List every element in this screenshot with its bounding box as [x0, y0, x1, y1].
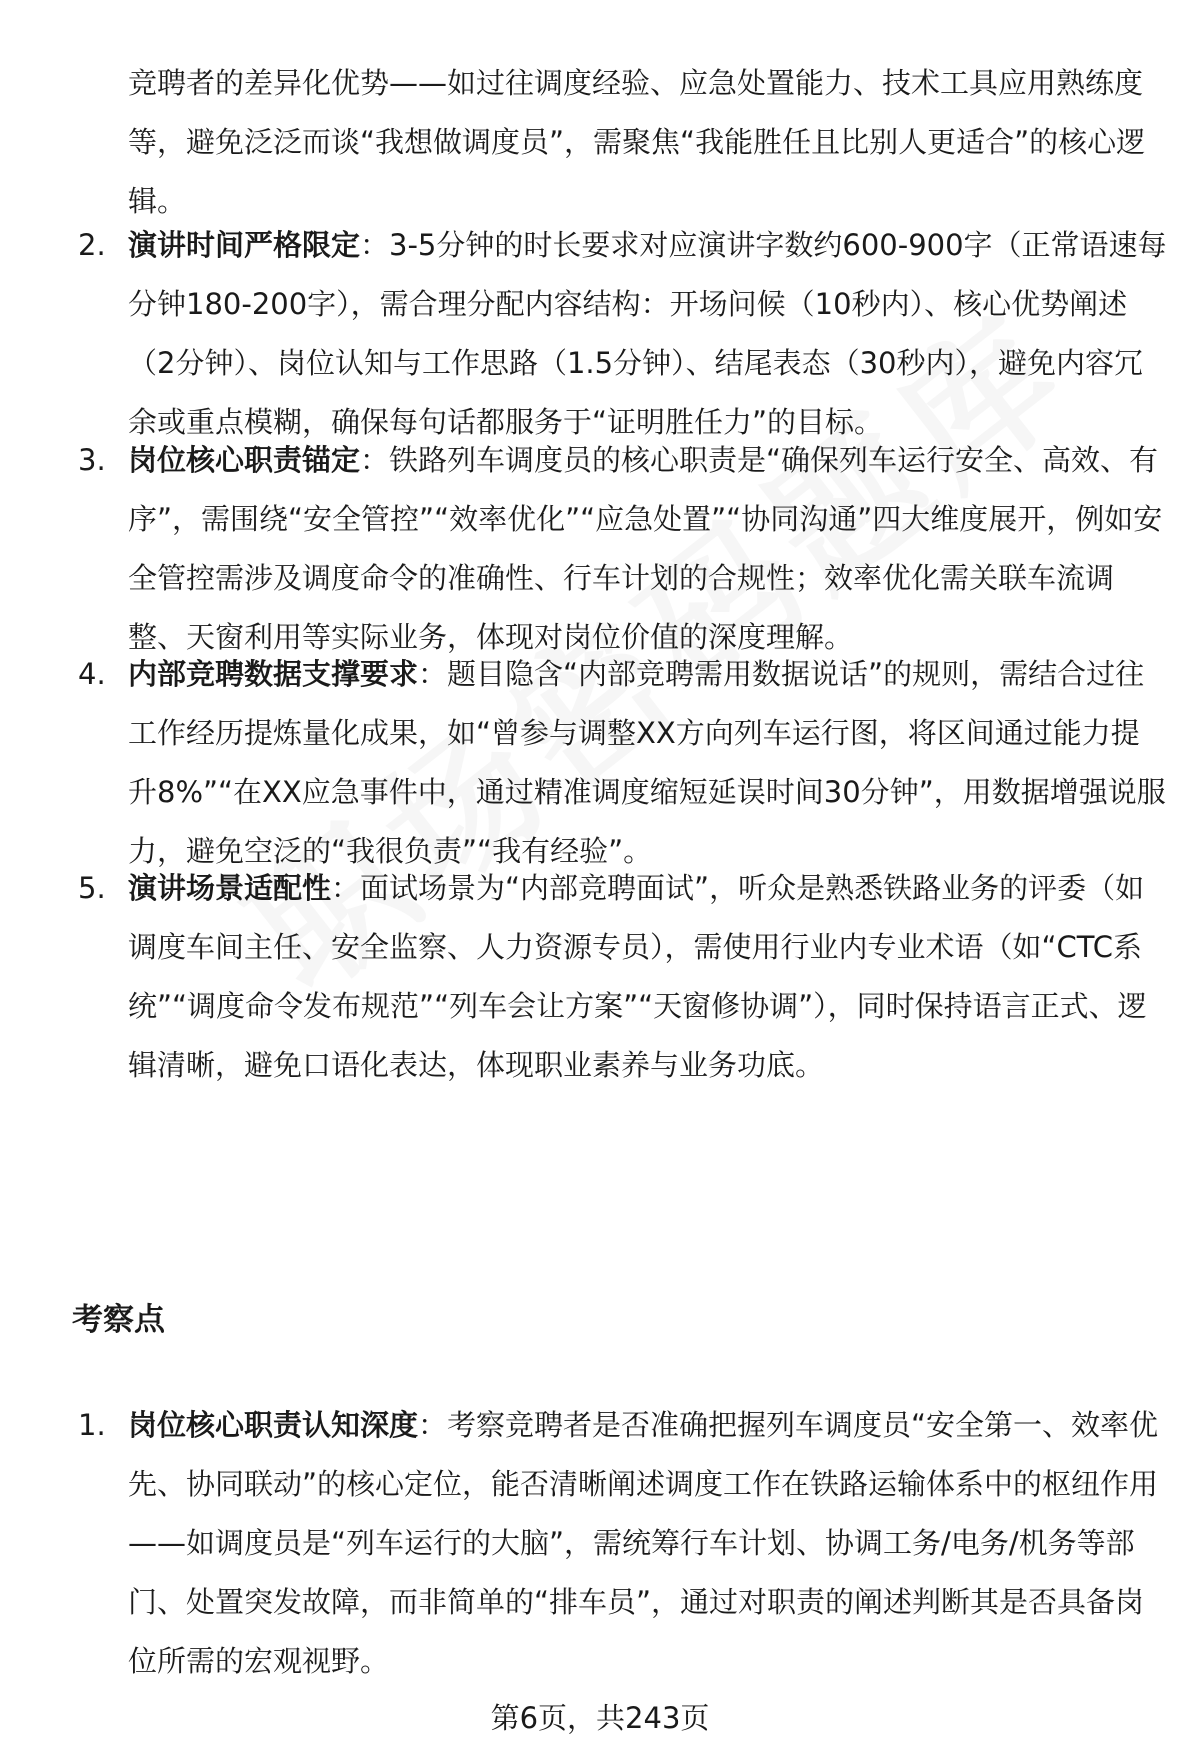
requirement-number: 4.	[78, 657, 106, 691]
requirement-title: 岗位核心职责锚定	[128, 443, 361, 477]
intro-continuation: 竞聘者的差异化优势——如过往调度经验、应急处置能力、技术工具应用熟练度等，避免泛泛而谈“我想做调度员”，需聚焦“我能胜任且比别人更适合”的核心逻辑。	[128, 66, 1146, 218]
assessment-number: 1.	[78, 1408, 106, 1442]
requirement-body: ：3-5分钟的时长要求对应演讲字数约600-900字（正常语速每分钟180-200字），需合理分配内容结构：开场问候（10秒内）、核心优势阐述（2分钟）、岗位认知与工作思路（1.5分钟）、结尾表态（30秒内），避免内容冗余或重点模糊，确保每句话都服务于“证明胜任力”的目标。	[128, 228, 1167, 439]
requirement-text	[128, 216, 1168, 452]
assessment-text	[128, 1396, 1168, 1691]
page-footer: 第6页，共243页	[490, 1701, 710, 1735]
requirement-title: 演讲时间严格限定	[128, 228, 361, 262]
requirement-text	[128, 859, 1168, 1095]
requirement-body: ：面试场景为“内部竞聘面试”，听众是熟悉铁路业务的评委（如调度车间主任、安全监察、人力资源专员），需使用行业内专业术语（如“CTC系统”“调度命令发布规范”“列车会让方案”“天窗修协调”），同时保持语言正式、逻辑清晰，避免口语化表达，体现职业素养与业务功底。	[128, 871, 1147, 1082]
assessment-body: ：考察竞聘者是否准确把握列车调度员“安全第一、效率优先、协同联动”的核心定位，能否清晰阐述调度工作在铁路运输体系中的枢纽作用——如调度员是“列车运行的大脑”，需统筹行车计划、协调工务/电务/机务等部门、处置突发故障，而非简单的“排车员”，通过对职责的阐述判断其是否具备岗位所需的宏观视野。	[128, 1408, 1159, 1678]
requirement-number: 2.	[78, 228, 106, 262]
requirement-number: 5.	[78, 871, 106, 905]
requirement-title: 内部竞聘数据支撑要求	[128, 657, 419, 691]
requirement-body: ：铁路列车调度员的核心职责是“确保列车运行安全、高效、有序”，需围绕“安全管控”“效率优化”“应急处置”“协同沟通”四大维度展开，例如安全管控需涉及调度命令的准确性、行车计划的合规性；效率优化需关联车流调整、天窗利用等实际业务，体现对岗位价值的深度理解。	[128, 443, 1163, 654]
requirement-text	[128, 431, 1168, 667]
section-title: 考察点	[72, 1302, 165, 1338]
requirement-text	[128, 645, 1168, 881]
requirement-title: 演讲场景适配性	[128, 871, 332, 905]
requirement-number: 3.	[78, 443, 106, 477]
assessment-title: 岗位核心职责认知深度	[128, 1408, 419, 1442]
requirement-body: ：题目隐含“内部竞聘需用数据说话”的规则，需结合过往工作经历提炼量化成果，如“曾参与调整XX方向列车运行图，将区间通过能力提升8%”“在XX应急事件中，通过精准调度缩短延误时间30分钟”，用数据增强说服力，避免空泛的“我很负责”“我有经验”。	[128, 657, 1166, 868]
